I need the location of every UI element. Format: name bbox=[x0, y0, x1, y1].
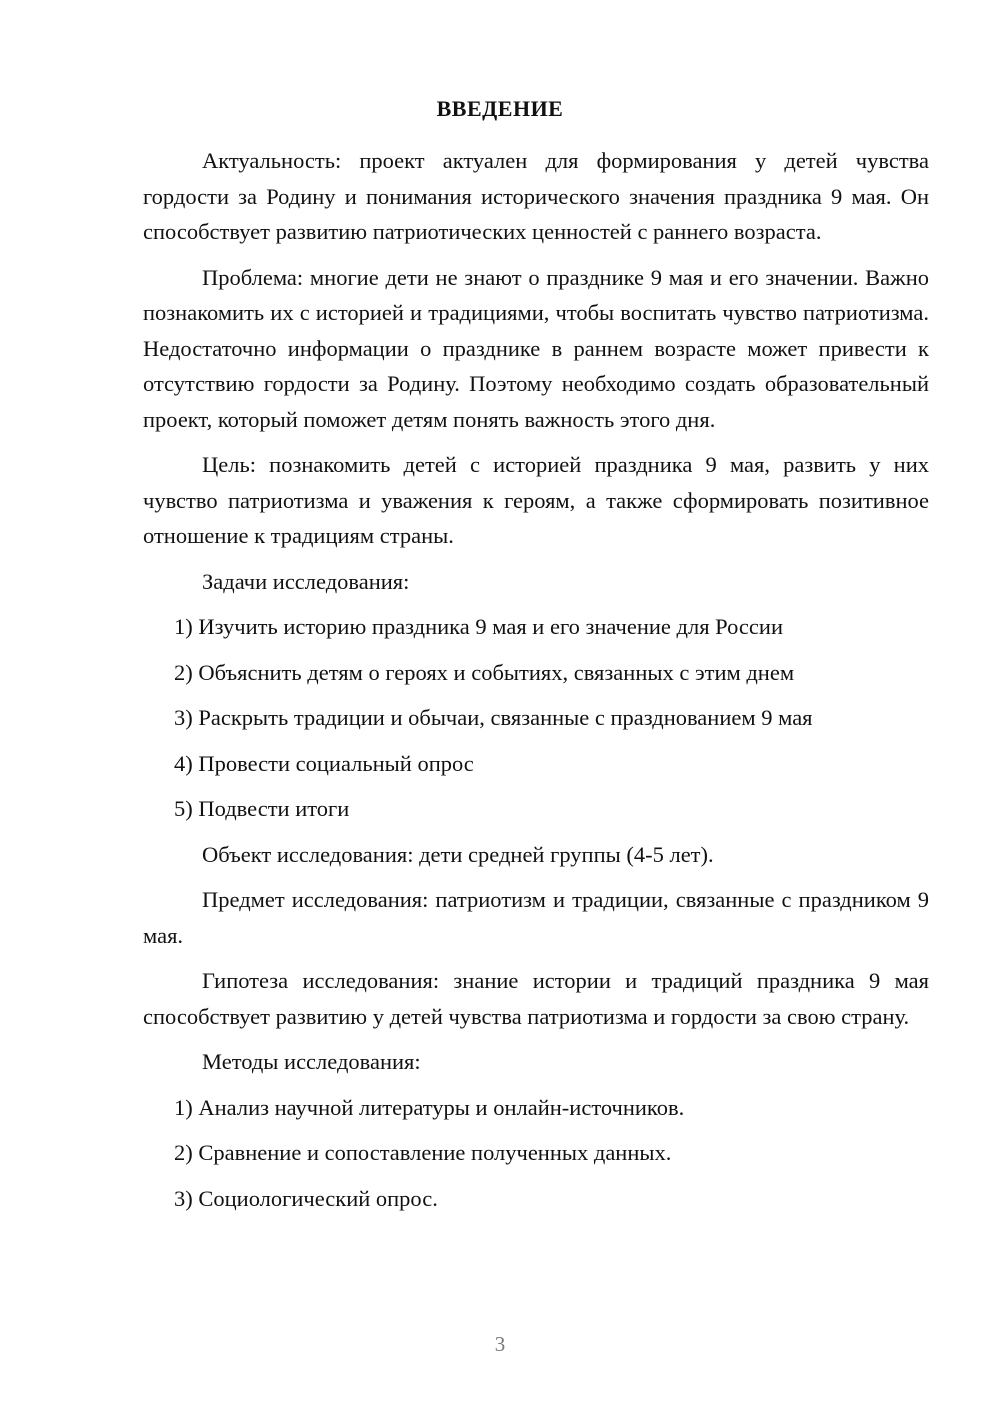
method-item: 1) Анализ научной литературы и онлайн-источников. bbox=[174, 1094, 685, 1120]
methods-heading: Методы исследования: bbox=[202, 1049, 421, 1074]
task-item: 1) Изучить историю праздника 9 мая и его значение для России bbox=[174, 614, 783, 639]
object-paragraph: Объект исследования: дети средней группы (4-5 лет). bbox=[202, 841, 714, 867]
task-item: 4) Провести социальный опрос bbox=[174, 750, 474, 776]
method-item: 3) Социологический опрос. bbox=[174, 1185, 438, 1211]
method-item: 2) Сравнение и сопоставление полученных данных. bbox=[174, 1140, 672, 1165]
task-item: 5) Подвести итоги bbox=[174, 796, 350, 821]
subject-paragraph: Предмет исследования: патриотизм и традиции, связанные с праздником 9 мая. bbox=[143, 887, 929, 948]
document-body bbox=[143, 143, 929, 1216]
hypothesis-paragraph: Гипотеза исследования: знание истории и традиций праздника 9 мая способствует развитию у детей чувства патриотизма и гордости за свою страну. bbox=[143, 968, 929, 1029]
task-item: 2) Объяснить детям о героях и событиях, связанных с этим днем bbox=[174, 659, 795, 685]
page-number: 3 bbox=[494, 1332, 506, 1356]
page-title: ВВЕДЕНИЕ bbox=[436, 96, 564, 121]
relevance-paragraph: Актуальность: проект актуален для формирования у детей чувства гордости за Родину и понимания исторического значения праздника 9 мая. Он способствует развитию патриотических ценностей с раннего возраста. bbox=[143, 148, 929, 244]
task-item: 3) Раскрыть традиции и обычаи, связанные с празднованием 9 мая bbox=[174, 705, 813, 730]
tasks-heading: Задачи исследования: bbox=[202, 568, 410, 594]
problem-paragraph: Проблема: многие дети не знают о празднике 9 мая и его значении. Важно познакомить их с историей и традициями, чтобы воспитать чувство патриотизма. Недостаточно информации о празднике в раннем возрасте может привести к отсутствию гордости за Родину. Поэтому необходимо создать образовательный проект, который поможет детям понять важность этого дня. bbox=[143, 264, 929, 432]
goal-paragraph: Цель: познакомить детей с историей праздника 9 мая, развить у них чувство патриотизма и уважения к героям, а также сформировать позитивное отношение к традициям страны. bbox=[143, 452, 929, 548]
